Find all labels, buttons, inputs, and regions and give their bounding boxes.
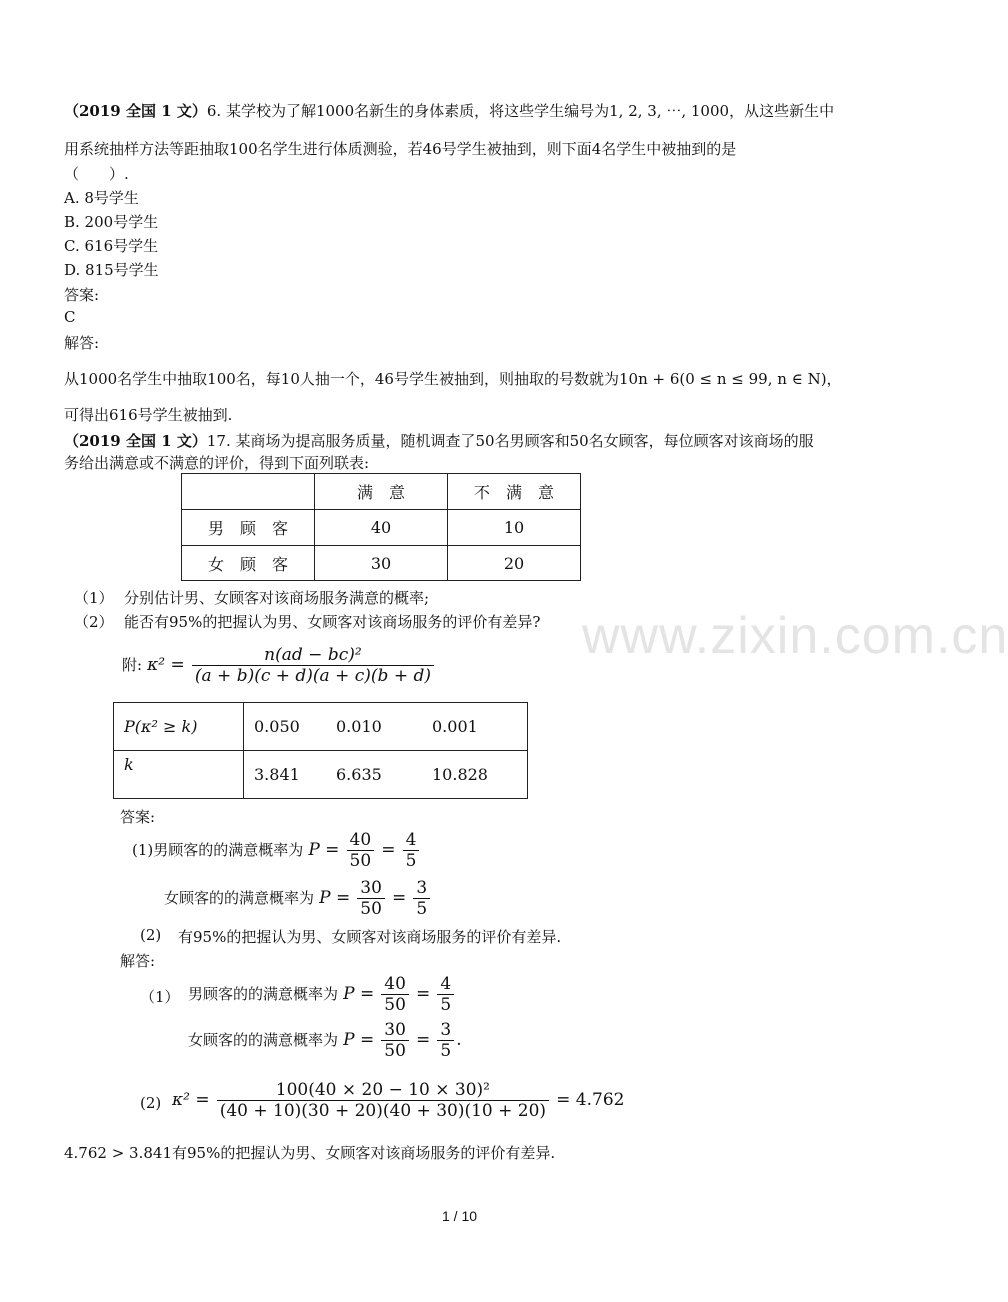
table-header-satisfied: 满 意 [315, 474, 448, 510]
part2-number: （2） [74, 613, 114, 631]
contingency-table [181, 473, 581, 581]
solution-1-female: 女顾客的的满意概率为 P = $\frac{30}{50}$ = $\frac{3}{5}$ . [188, 1020, 462, 1061]
solution-1-male: 男顾客的的满意概率为 P = $\frac{40}{50}$ = $\frac{4}{5}$ [188, 974, 456, 1015]
fraction-denominator: 50 [384, 1041, 406, 1061]
q17-answer-label: 答案: [120, 808, 156, 826]
part1-number: （1） [74, 589, 114, 607]
ref-prob: 0.010 [336, 717, 382, 736]
q6-source: （2019 全国 1 文） [64, 102, 207, 120]
table-row-label-female: 女 顾 客 [182, 546, 315, 581]
fraction [413, 878, 430, 919]
q6-answer: C [64, 308, 76, 326]
table-header-unsatisfied: 不 满 意 [448, 474, 581, 510]
watermark: www.zixin.com.cn [582, 607, 1008, 665]
solution-2-numerator: 100(40 × 20 − 10 × 30)² [217, 1080, 549, 1101]
q17-text-line1: 17. 某商场为提高服务质量，随机调查了50名男顾客和50名女顾客，每位顾客对该商场的服 [206, 432, 814, 450]
q6-text-line1: 6. 某学校为了解1000名新生的身体素质，将这些学生编号为1, 2, 3, ⋯, 1000，从这些新生中 [206, 102, 835, 120]
q6-option-d: D. 815号学生 [64, 261, 159, 279]
part1-text: 分别估计男、女顾客对该商场服务满意的概率; [124, 589, 430, 607]
answer-2-number: (2) [140, 926, 162, 944]
q6-text-line2: 用系统抽样方法等距抽取100名学生进行体质测验，若46号学生被抽到，则下面4名学生中被抽到的是 [64, 140, 737, 158]
fraction-denominator: 50 [384, 995, 406, 1015]
fraction-numerator: 4 [403, 830, 420, 851]
kappa-formula [122, 645, 436, 686]
fraction [381, 974, 409, 1015]
table-cell: 30 [315, 546, 448, 581]
q6-option-a: A. 8号学生 [64, 189, 139, 207]
reference-table [113, 702, 528, 799]
q6-solution-line1: 从1000名学生中抽取100名，每10人抽一个，46号学生被抽到，则抽取的号数就为10n + 6(0 ≤ n ≤ 99, n ∈ N)， [64, 370, 842, 388]
answer-1-male-eq: P = [308, 840, 340, 860]
q6-option-b: B. 200号学生 [64, 213, 159, 231]
fraction [347, 830, 375, 871]
table-row-label-male: 男 顾 客 [182, 510, 315, 546]
fraction-denominator: 5 [405, 851, 417, 871]
q6-blank: （ ）. [64, 165, 129, 183]
ref-row1-label: P(κ² ≥ k) [114, 703, 244, 751]
solution-1-male-eq: P = [343, 984, 375, 1004]
fraction-denominator: 5 [440, 995, 452, 1015]
q17-solution-label: 解答: [120, 952, 156, 970]
ref-k: 6.635 [336, 765, 382, 784]
fraction-numerator: 3 [437, 1020, 454, 1041]
ref-k: 10.828 [432, 765, 488, 784]
conclusion: 4.762 > 3.841有95%的把握认为男、女顾客对该商场服务的评价有差异. [64, 1144, 556, 1162]
answer-1-female: 女顾客的的满意概率为 P = $\frac{30}{50}$ = $\frac{3}{5}$ [164, 878, 432, 919]
fraction-denominator: 50 [360, 899, 382, 919]
solution-1-female-text: 女顾客的的满意概率为 [188, 1031, 339, 1049]
solution-2-lhs: κ² = [172, 1090, 210, 1110]
fraction-denominator: 5 [440, 1041, 452, 1061]
fraction-numerator: 40 [347, 830, 375, 851]
fraction-numerator: 30 [357, 878, 385, 899]
formula-denominator: (a + b)(c + d)(a + c)(b + d) [194, 666, 431, 686]
table-cell: 20 [448, 546, 581, 581]
fraction [381, 1020, 409, 1061]
fraction-numerator: 30 [381, 1020, 409, 1041]
solution-2-formula [172, 1080, 624, 1121]
ref-ks [244, 751, 528, 799]
q6-solution-label: 解答: [64, 334, 100, 352]
fraction [437, 974, 454, 1015]
part2-text: 能否有95%的把握认为男、女顾客对该商场服务的评价有差异? [124, 613, 541, 631]
answer-2-text: 有95%的把握认为男、女顾客对该商场服务的评价有差异. [178, 928, 562, 946]
solution-1-number: （1） [140, 988, 180, 1006]
answer-1-male-text: (1)男顾客的的满意概率为 [132, 841, 304, 859]
q6-line1 [64, 100, 834, 121]
solution-2-fraction [217, 1080, 549, 1121]
fraction [403, 830, 420, 871]
formula-label: 附: [122, 656, 143, 674]
q6-answer-label: 答案: [64, 286, 100, 304]
q6-option-c: C. 616号学生 [64, 237, 159, 255]
solution-2-number: (2) [140, 1094, 162, 1112]
answer-1-female-text: 女顾客的的满意概率为 [164, 889, 315, 907]
page-number: 1 / 10 [442, 1208, 478, 1224]
solution-1-male-text: 男顾客的的满意概率为 [188, 985, 339, 1003]
ref-prob: 0.001 [432, 717, 478, 736]
fraction [357, 878, 385, 919]
solution-1-female-eq: P = [343, 1030, 375, 1050]
table-cell: 40 [315, 510, 448, 546]
formula-fraction [192, 645, 434, 686]
q17-text-line2: 务给出满意或不满意的评价，得到下面列联表: [64, 454, 370, 472]
fraction [437, 1020, 454, 1061]
q17-source: （2019 全国 1 文） [64, 432, 207, 450]
answer-1-male: (1)男顾客的的满意概率为 P = $\frac{40}{50}$ = $\frac{4}{5}$ [132, 830, 421, 871]
formula-lhs: κ² = [147, 655, 185, 675]
fraction-numerator: 3 [413, 878, 430, 899]
fraction-numerator: 4 [437, 974, 454, 995]
fraction-denominator: 5 [416, 899, 428, 919]
ref-prob: 0.050 [254, 717, 300, 736]
ref-row2-label: k [114, 751, 244, 799]
q6-solution-line2: 可得出616号学生被抽到. [64, 406, 233, 424]
solution-2-result: = 4.762 [556, 1090, 625, 1110]
table-cell: 10 [448, 510, 581, 546]
answer-1-female-eq: P = [319, 888, 351, 908]
ref-k: 3.841 [254, 765, 300, 784]
table-header-empty [182, 474, 315, 510]
fraction-numerator: 40 [381, 974, 409, 995]
fraction-denominator: 50 [349, 851, 372, 871]
formula-numerator: n(ad − bc)² [192, 645, 434, 666]
solution-2-denominator: (40 + 10)(30 + 20)(40 + 30)(10 + 20) [219, 1101, 547, 1121]
q17-line1 [64, 430, 814, 451]
ref-probs [244, 703, 528, 751]
